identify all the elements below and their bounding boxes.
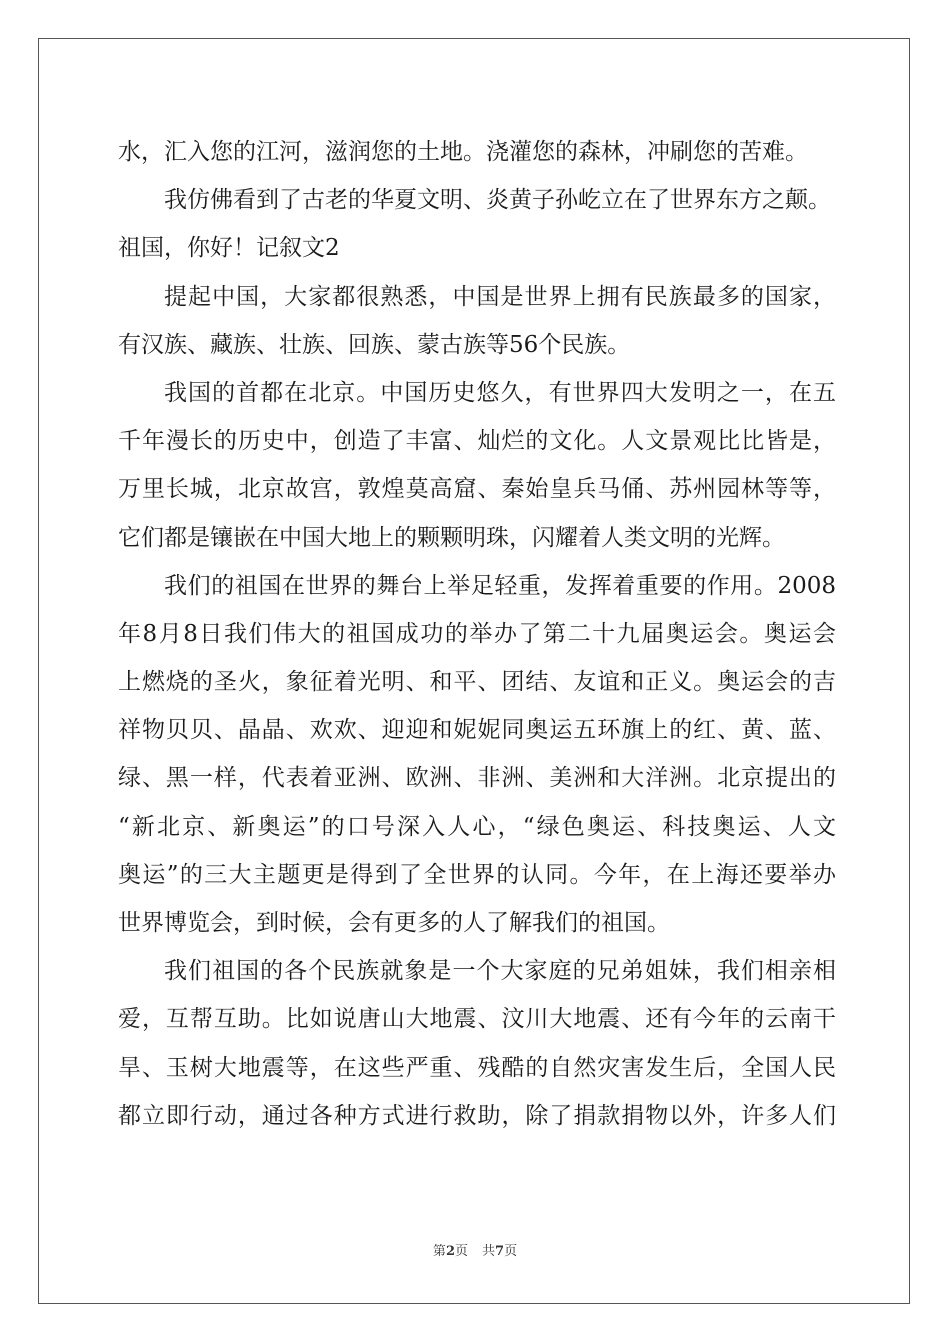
text-line: 我们祖国的各个民族就象是一个大家庭的兄弟姐妹，我们相亲相: [164, 958, 836, 985]
text-line: 上燃烧的圣火，象征着光明、和平、团结、友谊和正义。奥运会的吉: [118, 669, 836, 696]
text-line: 奥运”的三大主题更是得到了全世界的认同。今年，在上海还要举办: [118, 861, 836, 888]
text-line: 我国的首都在北京。中国历史悠久，有世界四大发明之一，在五: [164, 379, 836, 406]
text-line: 爱，互帮互助。比如说唐山大地震、汶川大地震、还有今年的云南干: [118, 1006, 836, 1033]
text-line: 有汉族、藏族、壮族、回族、蒙古族等56个民族。: [118, 331, 631, 358]
text-line: 它们都是镶嵌在中国大地上的颗颗明珠，闪耀着人类文明的光辉。: [118, 524, 785, 551]
total-suffix: 页: [504, 1244, 518, 1259]
text-line: 绿、黑一样，代表着亚洲、欧洲、非洲、美洲和大洋洲。北京提出的: [118, 765, 836, 792]
page-footer: [0, 1240, 950, 1259]
text-line: 祥物贝贝、晶晶、欢欢、迎迎和妮妮同奥运五环旗上的红、黄、蓝、: [118, 717, 836, 744]
text-line: “新北京、新奥运”的口号深入人心，“绿色奥运、科技奥运、人文: [118, 813, 836, 840]
text-line: 世界博览会，到时候，会有更多的人了解我们的祖国。: [118, 910, 670, 936]
total-prefix: 共: [482, 1244, 496, 1259]
document-body: [118, 128, 836, 1140]
text-line: 水，汇入您的江河，滋润您的土地。浇灌您的森林，冲刷您的苦难。: [118, 139, 808, 165]
text-line: 我仿佛看到了古老的华夏文明、炎黄子孙屹立在了世界东方之颠。: [164, 187, 831, 214]
page-number: 2: [445, 1244, 455, 1259]
section-heading: 祖国，你好！记叙文2: [118, 235, 340, 262]
text-line: 千年漫长的历史中，创造了丰富、灿烂的文化。人文景观比比皆是，: [118, 428, 836, 455]
text-line: 万里长城，北京故宫，敦煌莫高窟、秦始皇兵马俑、苏州园林等等，: [118, 476, 836, 503]
text-line: 旱、玉树大地震等，在这些严重、残酷的自然灾害发生后，全国人民: [118, 1054, 836, 1081]
total-pages: 7: [495, 1244, 505, 1259]
page-suffix: 页: [454, 1244, 468, 1259]
page-prefix: 第: [432, 1244, 446, 1259]
text-line: 年8月8日我们伟大的祖国成功的举办了第二十九届奥运会。奥运会: [118, 620, 836, 647]
text-line: 都立即行动，通过各种方式进行救助，除了捐款捐物以外，许多人们: [118, 1102, 836, 1129]
text-line: 提起中国，大家都很熟悉，中国是世界上拥有民族最多的国家，: [164, 283, 836, 310]
text-line: 我们的祖国在世界的舞台上举足轻重，发挥着重要的作用。2008: [164, 572, 836, 599]
